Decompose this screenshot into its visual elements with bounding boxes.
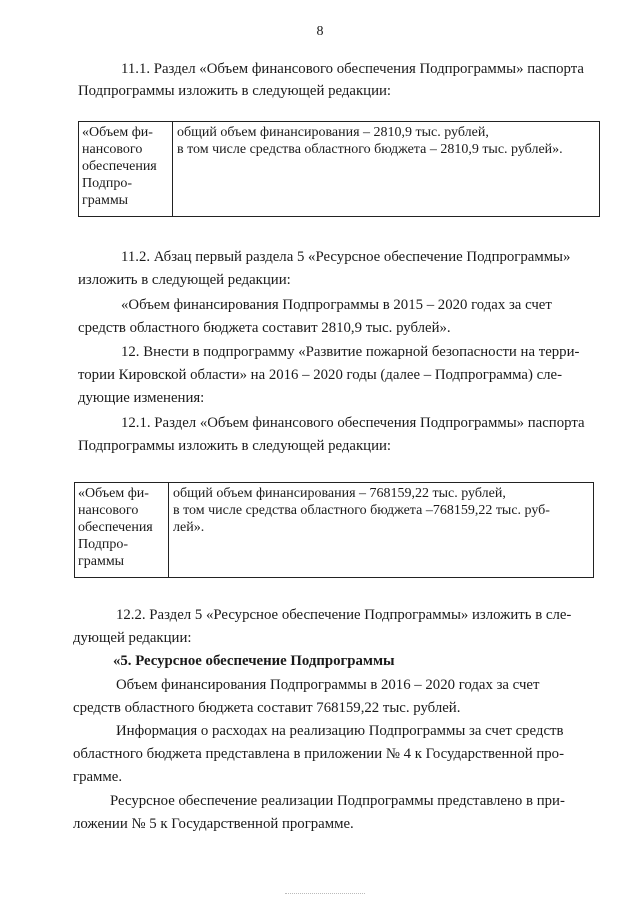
table-value-line: общий объем финансирования – 2810,9 тыс. рублей,	[177, 125, 489, 140]
table-label-line: граммы	[82, 193, 129, 208]
section-5-paragraph-2-line-1: Информация о расходах на реализацию Подпрограммы за счет средств	[116, 723, 564, 739]
finance-table-1	[78, 121, 600, 217]
paragraph-12-1-line-1: 12.1. Раздел «Объем финансового обеспечения Подпрограммы» паспорта	[121, 415, 585, 431]
table-label-line: «Объем фи-	[78, 486, 149, 501]
table-label-line: нансового	[78, 503, 139, 518]
finance-table-1-row	[79, 122, 600, 217]
table-label-line: обеспечения	[82, 159, 157, 174]
table-value-line: лей».	[173, 520, 205, 535]
section-5-paragraph-1-line-2: средств областного бюджета составит 768159,22 тыс. рублей.	[73, 700, 461, 716]
table-value-line: общий объем финансирования – 768159,22 тыс. рублей,	[173, 486, 506, 501]
table-label-line: Подпро-	[82, 176, 132, 191]
paragraph-12-line-3: дующие изменения:	[78, 390, 205, 406]
scan-artifact	[285, 893, 365, 897]
page-number: 8	[316, 24, 324, 39]
table-label-line: «Объем фи-	[82, 125, 153, 140]
section-5-paragraph-3-line-2: ложении № 5 к Государственной программе.	[73, 816, 354, 832]
finance-table-2-value-cell	[169, 483, 594, 578]
table-label-line: нансового	[82, 142, 143, 157]
section-5-paragraph-2-line-3: грамме.	[73, 769, 123, 785]
paragraph-12-line-1: 12. Внести в подпрограмму «Развитие пожарной безопасности на терри-	[121, 344, 580, 360]
table-value-line: в том числе средства областного бюджета –768159,22 тыс. руб-	[173, 503, 550, 518]
quote-1-line-1: «Объем финансирования Подпрограммы в 2015 – 2020 годах за счет	[121, 297, 552, 313]
table-label-line: граммы	[78, 554, 125, 569]
section-5-heading: «5. Ресурсное обеспечение Подпрограммы	[113, 653, 395, 669]
table-label-line: Подпро-	[78, 537, 128, 552]
finance-table-1-value-cell	[173, 122, 600, 217]
finance-table-2	[74, 482, 594, 578]
table-value-line: в том числе средства областного бюджета – 2810,9 тыс. рублей».	[177, 142, 563, 157]
paragraph-11-2-line-1: 11.2. Абзац первый раздела 5 «Ресурсное обеспечение Подпрограммы»	[121, 249, 571, 265]
quote-1-line-2: средств областного бюджета составит 2810,9 тыс. рублей».	[78, 320, 451, 336]
section-5-paragraph-1-line-1: Объем финансирования Подпрограммы в 2016 – 2020 годах за счет	[116, 677, 540, 693]
section-5-paragraph-2-line-2: областного бюджета представлена в приложении № 4 к Государственной про-	[73, 746, 564, 762]
paragraph-11-2-line-2: изложить в следующей редакции:	[78, 272, 291, 288]
finance-table-1-label-cell	[79, 122, 173, 217]
paragraph-12-2-line-1: 12.2. Раздел 5 «Ресурсное обеспечение Подпрограммы» изложить в сле-	[116, 607, 572, 623]
paragraph-12-2-line-2: дующей редакции:	[73, 630, 192, 646]
finance-table-2-label-cell	[75, 483, 169, 578]
paragraph-11-1-line-2: Подпрограммы изложить в следующей редакции:	[78, 83, 392, 99]
table-label-line: обеспечения	[78, 520, 153, 535]
section-5-paragraph-3-line-1: Ресурсное обеспечение реализации Подпрограммы представлено в при-	[110, 793, 565, 809]
finance-table-2-row	[75, 483, 594, 578]
paragraph-11-1-line-1: 11.1. Раздел «Объем финансового обеспечения Подпрограммы» паспорта	[121, 61, 584, 77]
paragraph-12-line-2: тории Кировской области» на 2016 – 2020 годы (далее – Подпрограмма) сле-	[78, 367, 563, 383]
paragraph-12-1-line-2: Подпрограммы изложить в следующей редакции:	[78, 438, 392, 454]
